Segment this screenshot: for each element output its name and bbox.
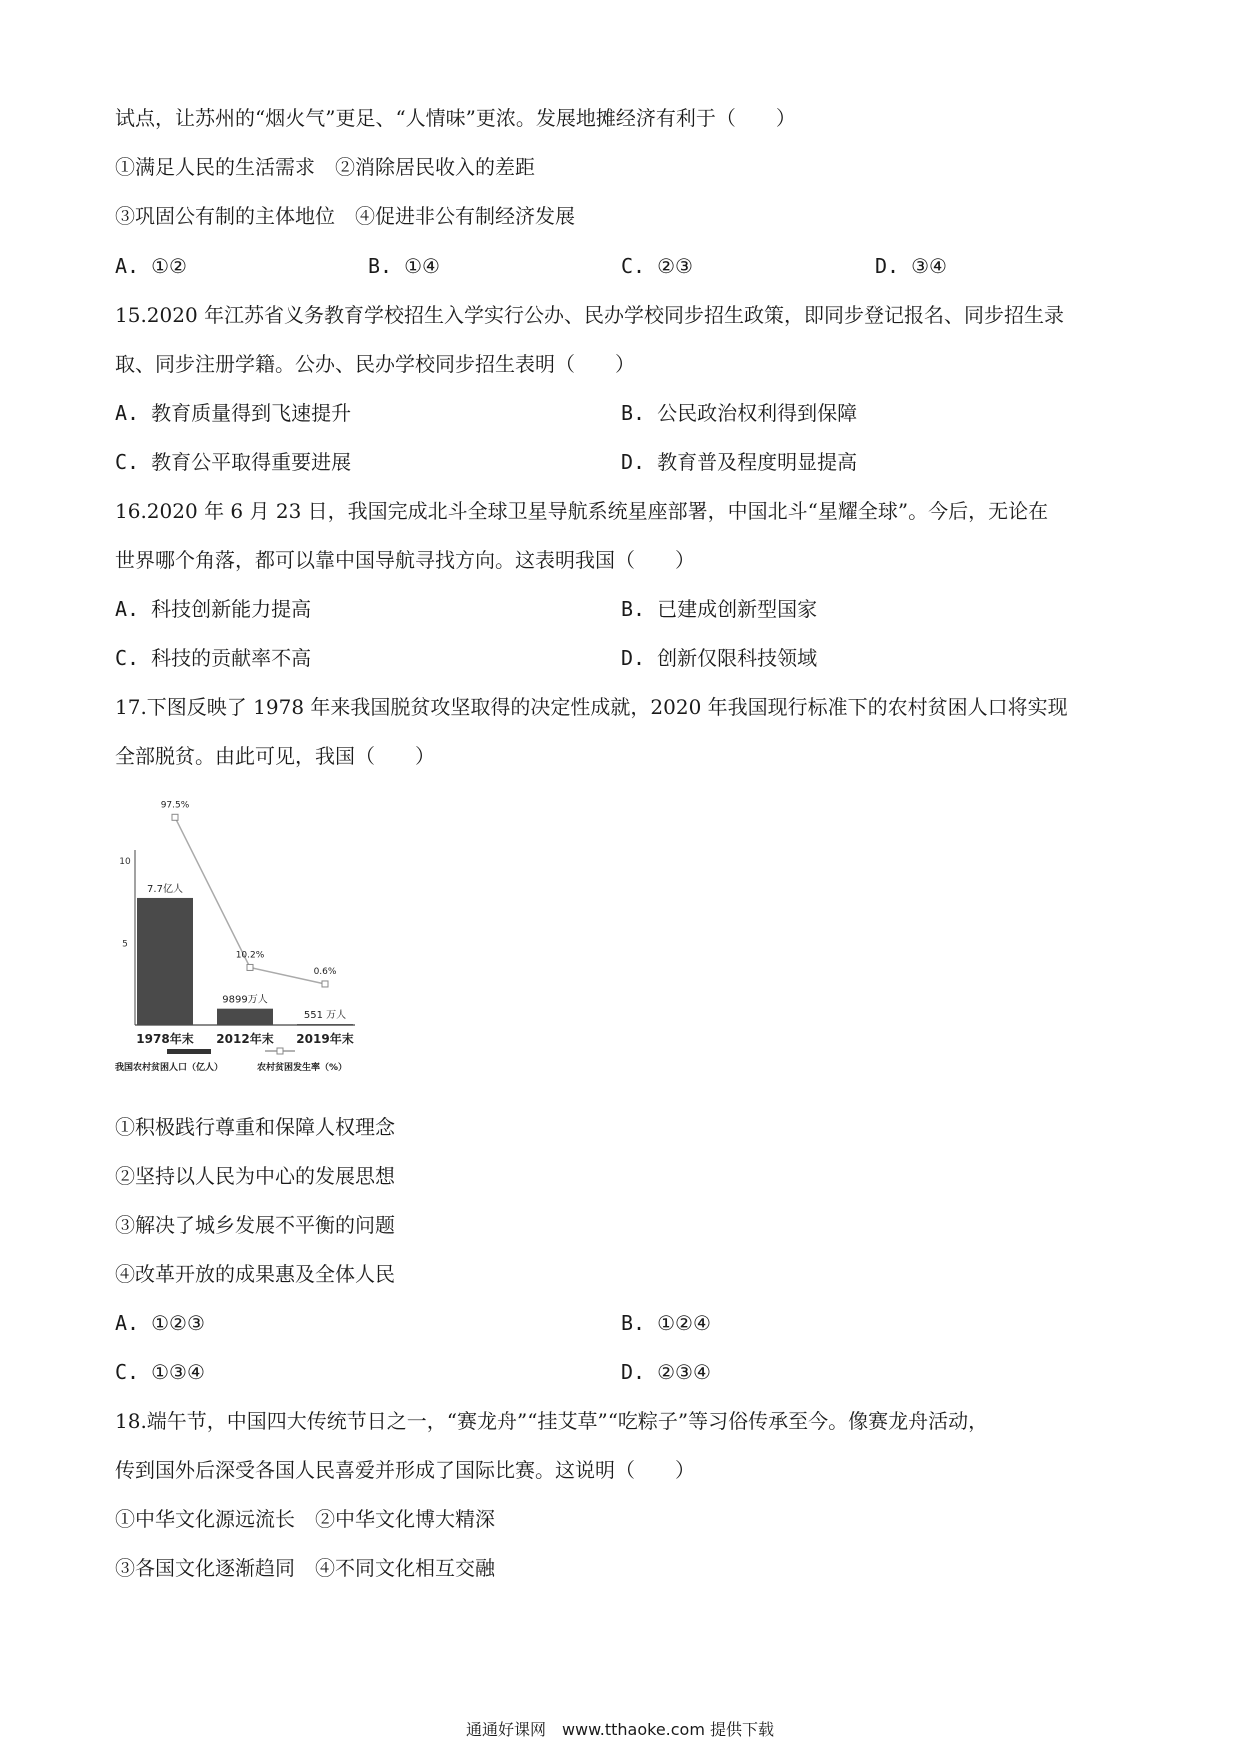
rate-label-1: 97.5% (160, 800, 190, 811)
bar-label-3: 551 万人 (303, 1010, 347, 1022)
legend-bar-swatch (167, 1049, 211, 1054)
footer-source: 通通好课网 www.tthaoke.com 提供下载 (465, 1720, 775, 1739)
q16-option-d: D. 创新仅限科技领域 (621, 646, 818, 670)
rate-point-2 (247, 964, 253, 970)
q15-option-d: D. 教育普及程度明显提高 (621, 450, 858, 474)
q15-option-b: B. 公民政治权利得到保障 (621, 401, 858, 425)
q18-stem-line2: 传到国外后深受各国人民喜爱并形成了国际比赛。这说明（ ） (115, 1458, 695, 1482)
q14-option-d: D. ③④ (875, 254, 947, 278)
rate-point-1 (172, 814, 178, 820)
q14-item-1: ①满足人民的生活需求 ②消除居民收入的差距 (115, 155, 535, 179)
q14-option-c: C. ②③ (621, 254, 693, 278)
bar-3 (297, 1024, 353, 1026)
q14-stem: 试点，让苏州的“烟火气”更足、“人情味”更浓。发展地摊经济有利于（ ） (115, 106, 796, 130)
y-tick-label: 5 (122, 939, 128, 950)
q18-item-1: ①中华文化源远流长 ②中华文化博大精深 (115, 1507, 495, 1531)
legend-bar-label: 我国农村贫困人口（亿人） (115, 1063, 224, 1073)
q17-option-d: D. ②③④ (621, 1360, 711, 1384)
q15-stem-line1: 15.2020 年江苏省义务教育学校招生入学实行公办、民办学校同步招生政策，即同步登记报名、同步招生录 (115, 303, 1065, 327)
rate-label-3: 0.6% (313, 966, 337, 977)
q18-stem-line1: 18.端午节，中国四大传统节日之一，“赛龙舟”“挂艾草”“吃粽子”等习俗传承至今。像赛龙舟活动， (115, 1409, 989, 1433)
x-tick-label-2: 2012年末 (216, 1032, 274, 1046)
q14-item-2: ③巩固公有制的主体地位 ④促进非公有制经济发展 (115, 204, 575, 228)
q14-option-a: A. ①② (115, 254, 187, 278)
legend-line-marker (277, 1048, 283, 1054)
bar-2 (217, 1009, 273, 1025)
bar-label-1: 7.7亿人 (147, 883, 183, 895)
q15-stem-line2: 取、同步注册学籍。公办、民办学校同步招生表明（ ） (115, 352, 635, 376)
q17-option-b: B. ①②④ (621, 1311, 711, 1335)
q17-stem-line2: 全部脱贫。由此可见，我国（ ） (115, 744, 435, 768)
q16-stem-line2: 世界哪个角落，都可以靠中国导航寻找方向。这表明我国（ ） (115, 548, 695, 572)
q17-item-1: ①积极践行尊重和保障人权理念 (115, 1115, 395, 1139)
q16-option-c: C. 科技的贡献率不高 (115, 646, 312, 670)
q17-item-4: ④改革开放的成果惠及全体人民 (115, 1262, 395, 1286)
q16-option-b: B. 已建成创新型国家 (621, 597, 818, 621)
poverty-chart (115, 785, 415, 1085)
q17-item-2: ②坚持以人民为中心的发展思想 (115, 1164, 395, 1188)
legend-line-label: 农村贫困发生率（%） (257, 1063, 348, 1073)
q18-item-2: ③各国文化逐渐趋同 ④不同文化相互交融 (115, 1556, 495, 1580)
rate-label-2: 10.2% (235, 950, 265, 961)
q15-option-c: C. 教育公平取得重要进展 (115, 450, 352, 474)
y-tick-label: 10 (119, 857, 131, 867)
q16-stem-line1: 16.2020 年 6 月 23 日，我国完成北斗全球卫星导航系统星座部署，中国北斗“星耀全球”。今后，无论在 (115, 499, 1049, 523)
q14-option-b: B. ①④ (368, 254, 440, 278)
x-tick-label-1: 1978年末 (136, 1032, 194, 1046)
q17-option-c: C. ①③④ (115, 1360, 205, 1384)
rate-point-3 (322, 981, 328, 987)
q15-option-a: A. 教育质量得到飞速提升 (115, 401, 352, 425)
x-tick-label-3: 2019年末 (296, 1032, 354, 1046)
poverty-chart-svg (115, 785, 415, 1085)
q16-option-a: A. 科技创新能力提高 (115, 597, 312, 621)
q17-stem-line1: 17.下图反映了 1978 年来我国脱贫攻坚取得的决定性成就，2020 年我国现行标准下的农村贫困人口将实现 (115, 695, 1068, 719)
q17-item-3: ③解决了城乡发展不平衡的问题 (115, 1213, 395, 1237)
q17-option-a: A. ①②③ (115, 1311, 205, 1335)
bar-label-2: 9899万人 (222, 994, 268, 1006)
bar-1 (137, 898, 193, 1025)
